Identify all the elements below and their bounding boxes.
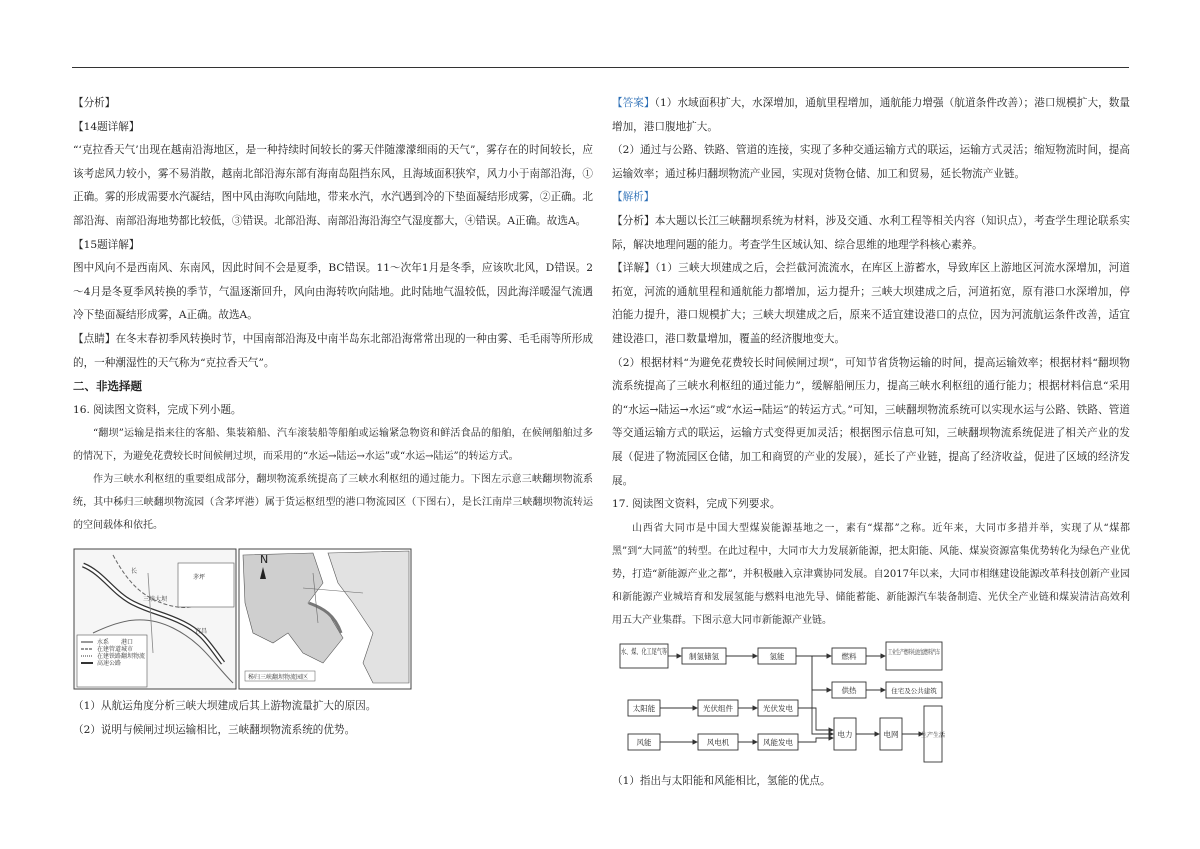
node-h2-production: 制氢储氢 (689, 651, 719, 661)
map-river-label: 长 (131, 568, 138, 576)
node-wind: 风能 (636, 737, 652, 747)
node-pv-power: 光伏发电 (763, 703, 793, 713)
node-electricity: 电力 (837, 729, 853, 739)
three-gorges-map-figure (73, 543, 413, 691)
q16-sub-1: （1）从航运角度分析三峡大坝建成后其上游物流量扩大的原因。 (73, 700, 377, 713)
answer-2: （2）通过与公路、铁路、管道的连接，实现了多种交通运输方式的联运，运输方式灵活；缩短物流时间，提高运输效率；通过秭归翻坝物流产业园，实现对货物仓储、加工和贸易，延长物流产业链。 (612, 144, 1130, 180)
legend-pipeline: 在建管道 (97, 646, 122, 654)
node-wind-power: 风能发电 (763, 737, 793, 747)
detail-2: （2）根据材料“为避免花费较长时间候闸过坝”，可知节省货物运输的时间，提高运输效率；根据材料“翻坝物流系统提高了三峡水利枢纽的通过能力”，缓解船闸压力，提高三峡水利枢纽的通行能力；根据材料信息“采用的“水运→陆运→水运”或“水运→陆运”的转运方式。”可知，三峡翻坝物流系统可以实现水运与公路、铁路、管道等交通运输方式的联运，运输方式变得更加灵活；根据图示信息可知，三峡翻坝物流系统促进了相关产业的发展（促进了物流园区仓储，加工和商贸的产业的发展），延长了产业链，提高了经济收益，促进了区域的经济发展。 (612, 356, 1130, 487)
right-column (612, 92, 1130, 793)
q15-explanation: 图中风向不是西南风、东南风，因此时间不会是夏季，BC错误。11～次年1月是冬季，应该吹北风，D错误。2～4月是冬夏季风转换的季节，气温逐渐回升，风向由海转吹向陆地。此时陆地气温较低，因此海洋暖湿气流遇冷下垫面凝结形成雾，A正确。故选A。 (73, 262, 593, 322)
right-map-caption: 秭归三峡翻坝物流园区 (248, 674, 309, 682)
section-heading: 二、非选择题 (73, 379, 142, 394)
node-heating: 供热 (841, 685, 857, 695)
energy-chain-diagram (612, 640, 973, 766)
q16-material-2: 作为三峡水利枢纽的重要组成部分，翻坝物流系统提高了三峡水利枢纽的通过能力。下图左示意三峡翻坝物流系统，其中秭归三峡翻坝物流园（含茅坪港）属于货运枢纽型的港口物流园区（下图右），是长江南岸三峡翻坝物流转运的空间载体和依托。 (73, 474, 593, 532)
legend-port: 港口 (121, 639, 134, 647)
legend-logistics: 翻坝物流 (121, 653, 146, 661)
q16-intro: 16. 阅读图文资料，完成下列小题。 (73, 403, 242, 416)
answer-tag: 【答案】 (612, 97, 655, 109)
node-fuel: 燃料 (841, 651, 857, 661)
q17-sub-1: （1）指出与太阳能和风能相比，氢能的优点。 (612, 774, 831, 787)
legend-city: 城市 (121, 646, 134, 654)
q16-sub-2: （2）说明与候闸过坝运输相比，三峡翻坝物流系统的优势。 (73, 723, 356, 736)
flow-svg (612, 640, 973, 766)
legend-railway: 在建铁路 (97, 653, 122, 661)
analysis-heading: 【分析】 (73, 97, 116, 109)
node-hydrogen: 氢能 (769, 651, 785, 661)
answer-1-text: （1）水域面积扩大，水深增加，通航里程增加，通航能力增强（航道条件改善）；港口规模扩大，数量增加，港口腹地扩大。 (612, 97, 1131, 133)
map-dam-label: 三峡大坝 (143, 596, 168, 604)
answer-1 (612, 92, 1130, 139)
node-turbine: 风电机 (706, 737, 730, 747)
node-grid: 电网 (883, 729, 899, 739)
q16-material-1: “翻坝”运输是指来往的客船、集装箱船、汽车滚装船等船舶或运输紧急物资和鲜活食品的船舶，在候闸船舶过多的情况下，为避免花费较长时间候闸过坝，而采用的“水运→陆运→水运”或“水运→陆运”的转运方式。 (73, 428, 593, 463)
node-housing: 住宅及公共建筑 (891, 686, 937, 695)
q17-material: 山西省大同市是中国大型煤炭能源基地之一，素有“煤都”之称。近年来，大同市多措并举，实现了从“煤都黑”到“大同蓝”的转型。在此过程中，大同市大力发展新能源，把太阳能、风能、煤炭资源富集优势转化为绿色产业优势，打造“新能源产业之都”，并积极融入京津冀协同发展。自2017年以来，大同市相继建设能源改革科技创新产业园和新能源产业城培育和发展氢能与燃料电池先导、储能蓄能、新能源汽车装备制造、光伏全产业链和煤炭清洁高效利用五大产业集群。下图示意大同市新能源产业链。 (612, 522, 1130, 626)
node-life: 生产生活 (920, 731, 946, 739)
analysis-text: 【分析】本大题以长江三峡翻坝系统为材料，涉及交通、水利工程等相关内容（知识点），考查学生理论联系实际，解决地理问题的能力。考查学生区域认知、综合思维的地理学科核心素养。 (612, 214, 1130, 251)
node-solar: 太阳能 (632, 703, 656, 713)
legend-water: 水系 (97, 639, 110, 647)
header-rule (72, 67, 1129, 68)
map-port-label: 茅坪 (193, 574, 206, 582)
left-column (73, 92, 593, 743)
north-arrow-label: N (260, 553, 269, 567)
dianjing-note: 【点睛】在冬末春初季风转换时节，中国南部沿海及中南半岛东北部沿海常常出现的一种由雾、毛毛雨等所形成的，一种潮湿性的天气称为“克拉香天气”。 (73, 332, 593, 369)
q15-heading: 【15题详解】 (73, 238, 140, 251)
node-source: 水、煤、化工尾气等 (621, 646, 689, 656)
q14-explanation: “‘克拉香天气’出现在越南沿海地区，是一种持续时间较长的雾天伴随濛濛细雨的天气”，雾存在的时间较长，应该考虑风力较小，雾不易消散，越南北部沿海东部有海南岛阻挡东风，且海域面积狭窄，风力小于南部沿海，①正确。雾的形成需要水汽凝结，图中风由海吹向陆地，带来水汽，水汽遇到冷的下垫面凝结形成雾，②正确。北部沿海、南部沿海地势都比较低，③错误。北部沿海、南部沿海沿海空气湿度都大，④错误。A正确。故选A。 (73, 144, 593, 227)
q14-heading: 【14题详解】 (73, 120, 140, 133)
q17-intro: 17. 阅读图文资料，完成下列要求。 (612, 498, 781, 511)
jiexi-tag: 【解析】 (612, 191, 655, 204)
map-city-label: 宜昌 (195, 628, 208, 636)
map-svg (73, 543, 413, 691)
node-industry: 工业生产燃料电池氢燃料汽车 (888, 647, 973, 656)
legend-highway: 高速公路 (97, 660, 122, 668)
node-pv-module: 光伏组件 (703, 703, 733, 713)
detail-1: 【详解】（1）三峡大坝建成之后，会拦截河流流水，在库区上游蓄水，导致库区上游地区河流水深增加，河道拓宽，河流的通航里程和通航能力都增加，运力提升；三峡大坝建成之后，河道拓宽，原有港口水深增加，停泊能力提升，港口规模扩大；三峡大坝建成之后，原来不适宜建设港口的点位，因为河流航运条件改善，适宜建设港口，港口数量增加，覆盖的经济腹地变大。 (612, 262, 1130, 345)
